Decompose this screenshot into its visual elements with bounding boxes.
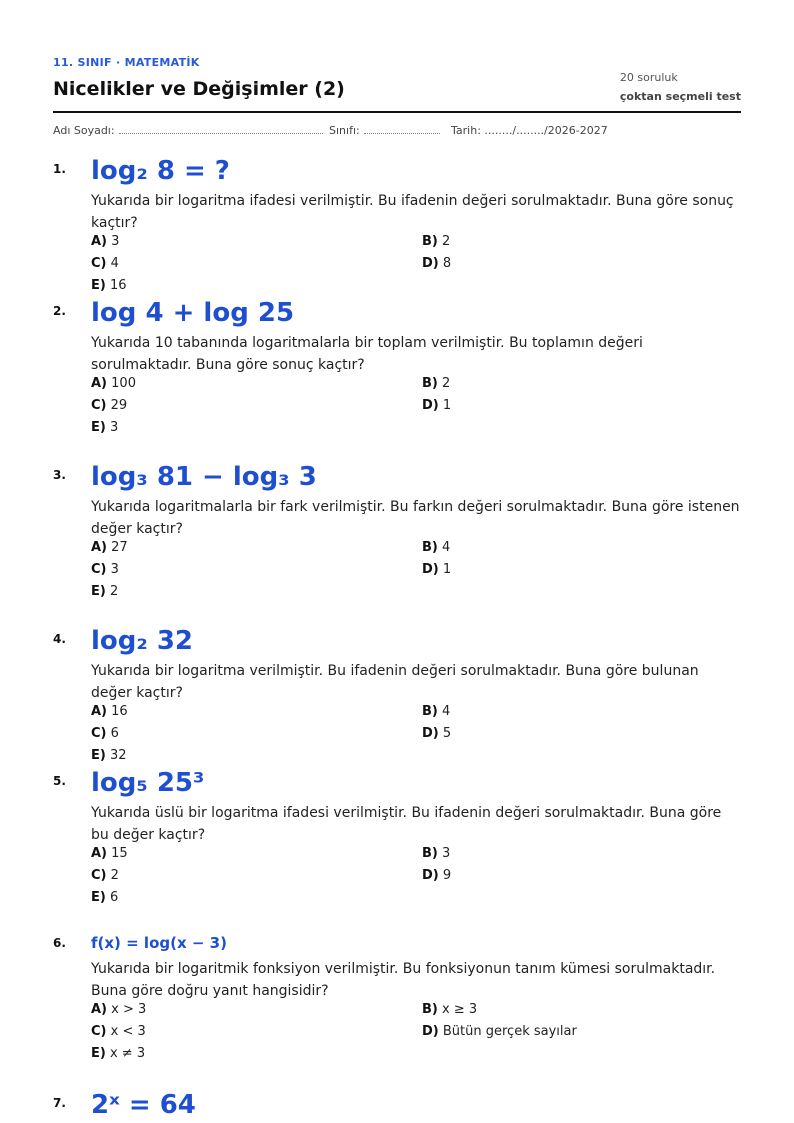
option-d[interactable]: D) 8 xyxy=(422,256,452,271)
option-b[interactable]: B) 2 xyxy=(422,234,451,249)
question-text: Yukarıda bir logaritma verilmiştir. Bu ifadenin değeri sorulmaktadır. Buna göre bulunan değer kaçtır? xyxy=(91,663,699,701)
question-expression: f(x) = log(x − 3) xyxy=(91,934,227,952)
option-b[interactable]: B) 4 xyxy=(422,704,451,719)
header-divider xyxy=(53,111,741,113)
question-text: Yukarıda üslü bir logaritma ifadesi verilmiştir. Bu ifadenin değeri sorulmaktadır. Buna göre bu değer kaçtır? xyxy=(91,805,722,843)
answer-options xyxy=(91,704,741,770)
test-type: çoktan seçmeli test xyxy=(619,90,741,103)
option-c[interactable]: C) 29 xyxy=(91,398,128,413)
option-a[interactable]: A) 100 xyxy=(91,376,136,391)
option-d[interactable]: D) 1 xyxy=(422,398,452,413)
option-c[interactable]: C) 4 xyxy=(91,256,119,271)
answer-options xyxy=(91,540,741,606)
name-field xyxy=(53,124,323,137)
date-field xyxy=(451,124,608,137)
option-c[interactable]: C) 2 xyxy=(91,868,119,883)
answer-options xyxy=(91,376,741,442)
question-number: 2. xyxy=(53,304,66,318)
option-a[interactable]: A) 27 xyxy=(91,540,128,555)
question-expression: 2ˣ = 64 xyxy=(91,1090,196,1120)
question-text: Yukarıda bir logaritmik fonksiyon verilmiştir. Bu fonksiyonun tanım kümesi sorulmaktadır. Buna göre doğru yanıt hangisidir? xyxy=(91,961,716,999)
test-meta xyxy=(620,71,741,103)
option-b[interactable]: B) 3 xyxy=(422,846,451,861)
question-number: 1. xyxy=(53,162,66,176)
question-expression: log₃ 81 − log₃ 3 xyxy=(91,462,317,492)
date-value: ......../......../2026-2027 xyxy=(484,124,608,137)
class-label: Sınıfı: xyxy=(329,124,360,137)
question-text: Yukarıda bir logaritma ifadesi verilmiştir. Bu ifadenin değeri sorulmaktadır. Buna göre sonuç kaçtır? xyxy=(91,193,734,231)
option-e[interactable]: E) 16 xyxy=(91,278,127,293)
option-e[interactable]: E) 32 xyxy=(91,748,127,763)
answer-options xyxy=(91,846,741,912)
option-a[interactable]: A) x > 3 xyxy=(91,1002,147,1017)
name-label: Adı Soyadı: xyxy=(53,124,115,137)
option-b[interactable]: B) x ≥ 3 xyxy=(422,1002,478,1017)
question-expression: log₂ 8 = ? xyxy=(91,156,230,186)
question-number: 7. xyxy=(53,1096,66,1110)
option-a[interactable]: A) 3 xyxy=(91,234,120,249)
option-e[interactable]: E) 3 xyxy=(91,420,119,435)
option-d[interactable]: D) 1 xyxy=(422,562,452,577)
option-a[interactable]: A) 16 xyxy=(91,704,128,719)
grade-subject-label: 11. SINIF · MATEMATİK xyxy=(53,56,200,69)
question-number: 6. xyxy=(53,936,66,950)
option-c[interactable]: C) x < 3 xyxy=(91,1024,146,1039)
answer-options xyxy=(91,234,741,300)
option-c[interactable]: C) 6 xyxy=(91,726,119,741)
option-d[interactable]: D) 9 xyxy=(422,868,452,883)
option-c[interactable]: C) 3 xyxy=(91,562,119,577)
class-field xyxy=(329,124,440,137)
question-number: 5. xyxy=(53,774,66,788)
option-e[interactable]: E) 6 xyxy=(91,890,119,905)
option-b[interactable]: B) 4 xyxy=(422,540,451,555)
option-d[interactable]: D) Bütün gerçek sayılar xyxy=(422,1024,577,1039)
date-label: Tarih: xyxy=(451,124,481,137)
option-d[interactable]: D) 5 xyxy=(422,726,452,741)
option-b[interactable]: B) 2 xyxy=(422,376,451,391)
question-text: Yukarıda 10 tabanında logaritmalarla bir toplam verilmiştir. Bu toplamın değeri sorulmaktadır. Buna göre sonuç kaçtır? xyxy=(91,335,643,373)
question-expression: log₂ 32 xyxy=(91,626,194,656)
option-a[interactable]: A) 15 xyxy=(91,846,128,861)
answer-options xyxy=(91,1002,741,1068)
question-number: 3. xyxy=(53,468,66,482)
page-title: Nicelikler ve Değişimler (2) xyxy=(53,78,345,100)
question-text: Yukarıda logaritmalarla bir fark verilmiştir. Bu farkın değeri sorulmaktadır. Buna göre istenen değer kaçtır? xyxy=(91,499,740,537)
question-expression: log 4 + log 25 xyxy=(91,298,295,328)
option-e[interactable]: E) 2 xyxy=(91,584,119,599)
question-expression: log₅ 25³ xyxy=(91,768,205,798)
question-count: 20 soruluk xyxy=(619,71,678,84)
question-number: 4. xyxy=(53,632,66,646)
class-blank xyxy=(364,125,440,134)
option-e[interactable]: E) x ≠ 3 xyxy=(91,1046,146,1061)
name-blank xyxy=(119,125,323,134)
